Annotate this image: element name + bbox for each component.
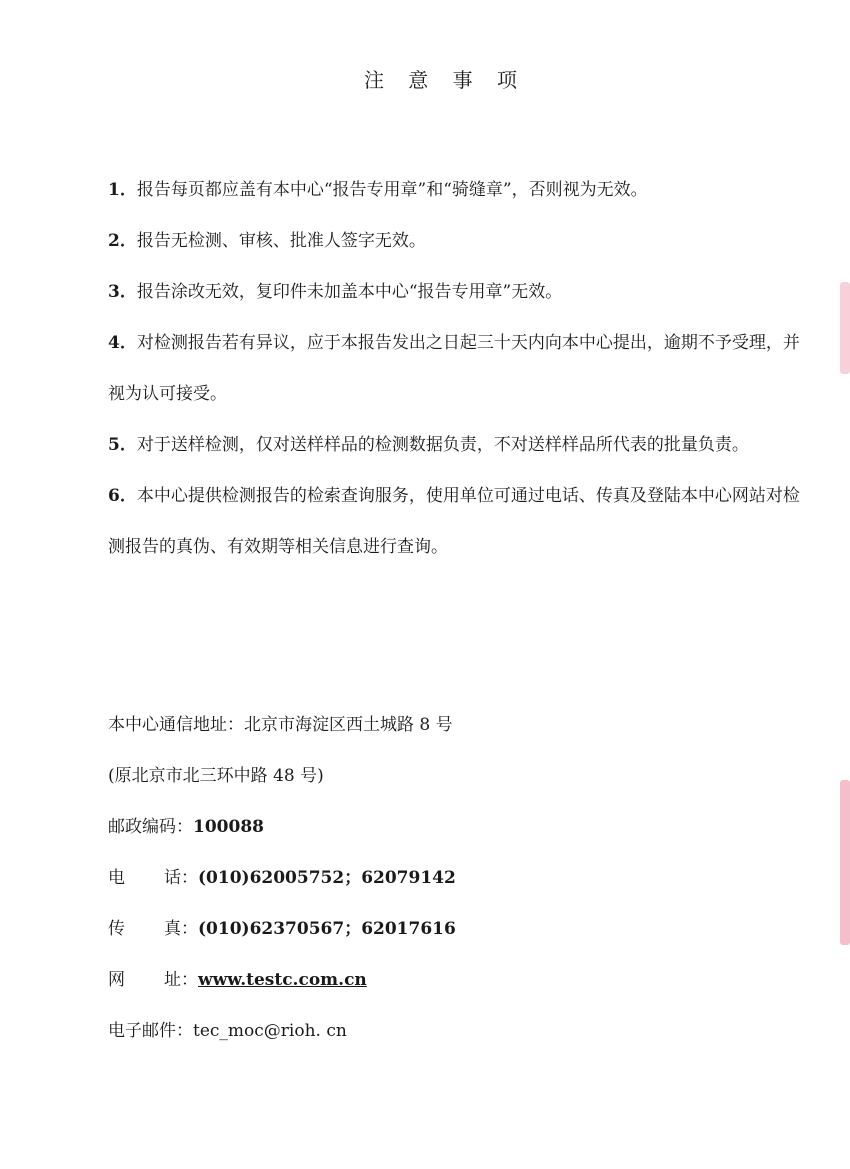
phone-label-first: 电 (108, 868, 125, 888)
note-item (108, 471, 800, 573)
notes-list (108, 165, 800, 573)
note-item (108, 216, 800, 267)
seal-fragment-top (840, 282, 850, 374)
note-number: 3． (108, 282, 137, 302)
note-text: 对检测报告若有异议，应于本报告发出之日起三十天内向本中心提出，逾期不予受理，并视为认可接受。 (108, 333, 800, 404)
postcode-label: 邮政编码： (108, 817, 193, 837)
note-text: 对于送样检测，仅对送样样品的检测数据负责，不对送样样品所代表的批量负责。 (136, 435, 749, 455)
phone-label-second: 话： (164, 868, 198, 888)
note-text: 报告无检测、审核、批准人签字无效。 (136, 231, 426, 251)
email-value: tec_moc@rioh. cn (193, 1021, 347, 1041)
address-value: 北京市海淀区西土城路 8 号 (244, 715, 453, 735)
fax-row (108, 912, 728, 963)
note-item (108, 165, 800, 216)
website-link[interactable]: www.testc.com.cn (198, 970, 367, 990)
note-item (108, 267, 800, 318)
old-address: (原北京市北三环中路 48 号) (108, 766, 324, 786)
address-label: 本中心通信地址： (108, 715, 244, 735)
postcode-value: 100088 (193, 817, 264, 837)
note-number: 1． (108, 180, 137, 200)
note-item (108, 420, 800, 471)
email-row (108, 1014, 728, 1065)
fax-label-second: 真： (164, 919, 198, 939)
note-number: 5． (108, 435, 137, 455)
old-address-row (108, 759, 728, 810)
note-text: 报告涂改无效，复印件未加盖本中心“报告专用章”无效。 (136, 282, 563, 302)
page-title: 注 意 事 项 (363, 68, 527, 92)
fax-value: (010)62370567；62017616 (198, 919, 456, 939)
note-number: 2． (108, 231, 137, 251)
postcode-row (108, 810, 728, 861)
seal-fragment-bottom (840, 780, 850, 945)
phone-row (108, 861, 728, 912)
note-number: 6． (108, 486, 137, 506)
website-label-first: 网 (108, 970, 125, 990)
email-label: 电子邮件： (108, 1021, 193, 1041)
website-row (108, 963, 728, 1014)
phone-value: (010)62005752；62079142 (198, 868, 456, 888)
contact-block (108, 708, 728, 1065)
note-text: 报告每页都应盖有本中心“报告专用章”和“骑缝章”，否则视为无效。 (136, 180, 648, 200)
note-text: 本中心提供检测报告的检索查询服务，使用单位可通过电话、传真及登陆本中心网站对检测报告的真伪、有效期等相关信息进行查询。 (108, 486, 800, 557)
note-item (108, 318, 800, 420)
fax-label-first: 传 (108, 919, 125, 939)
note-number: 4． (108, 333, 137, 353)
address-row (108, 708, 728, 759)
website-label-second: 址： (164, 970, 198, 990)
